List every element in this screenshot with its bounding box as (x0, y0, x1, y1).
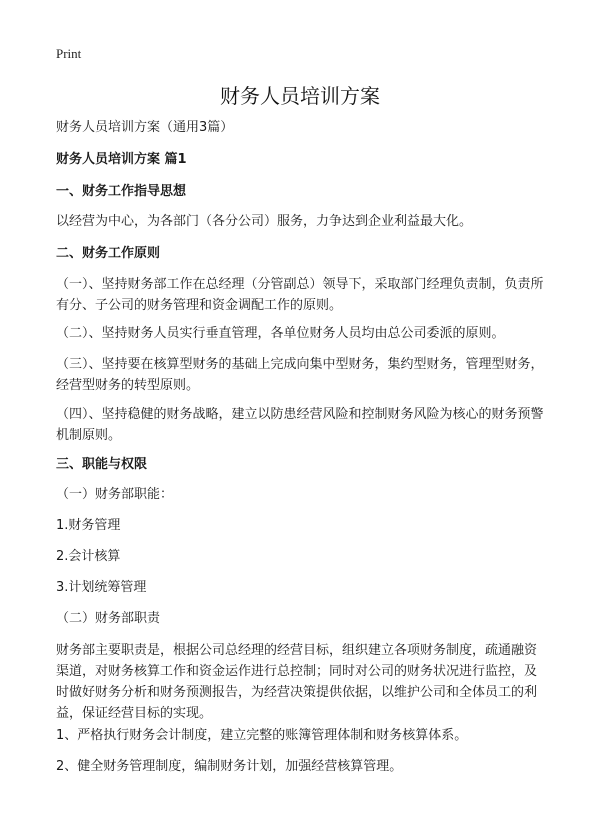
print-label: Print (56, 46, 82, 61)
paragraph-7: 1、严格执行财务会计制度，建立完整的账簿管理体制和财务核算体系。 (56, 728, 468, 743)
paragraph-2: （一）、坚持财务部工作在总经理（分管副总）领导下，采取部门经理负责制，负责所有分、子公司的财务管理和资金调配工作的原则。 (56, 277, 544, 313)
document-subtitle: 财务人员培训方案（通用3篇） (56, 120, 234, 135)
paragraph-3: （二）、坚持财务人员实行垂直管理，各单位财务人员均由总公司委派的原则。 (56, 326, 505, 341)
paragraph-5: （四）、坚持稳健的财务战略，建立以防患经营风险和控制财务风险为核心的财务预警机制原则。 (56, 407, 544, 443)
list-item-1: 1.财务管理 (56, 518, 121, 533)
section-heading-3: 三、职能与权限 (56, 457, 148, 472)
document-title: 财务人员培训方案 (220, 84, 380, 108)
paragraph-4: （三）、坚持要在核算型财务的基础上完成向集中型财务，集约型财务，管理型财务，经营型财务的转型原则。 (56, 357, 544, 393)
paragraph-1: 以经营为中心，为各部门（各分公司）服务，力争达到企业利益最大化。 (56, 214, 473, 229)
subsection-heading-1: （一）财务部职能： (56, 487, 174, 502)
paragraph-6: 财务部主要职责是，根据公司总经理的经营目标，组织建立各项财务制度，疏通融资渠道，对财务核算工作和资金运作进行总控制；同时对公司的财务状况进行监控，及时做好财务分析和财务预测报告，为经营决策提供依据，以维护公司和全体员工的利益，保证经营目标的实现。 (56, 643, 538, 721)
section-heading-2: 二、财务工作原则 (56, 246, 161, 261)
list-item-3: 3.计划统筹管理 (56, 580, 147, 595)
paragraph-8: 2、健全财务管理制度，编制财务计划，加强经营核算管理。 (56, 759, 403, 774)
section-heading-1: 一、财务工作指导思想 (56, 184, 187, 199)
subsection-heading-2: （二）财务部职责 (56, 611, 161, 626)
chapter-heading: 财务人员培训方案 篇1 (56, 152, 187, 167)
list-item-2: 2.会计核算 (56, 549, 121, 564)
